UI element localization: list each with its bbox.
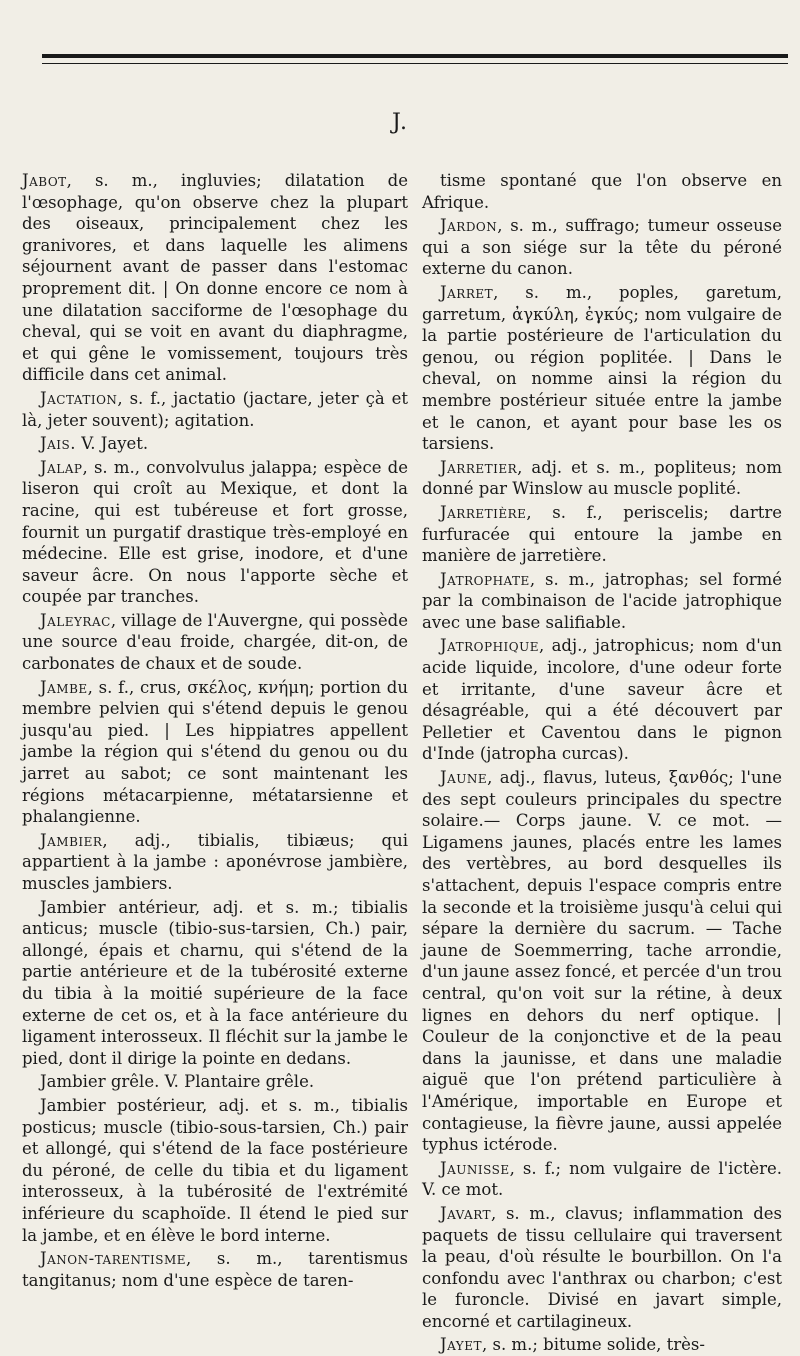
dictionary-entry: [22, 830, 408, 895]
entry-headword: Jarret: [440, 282, 494, 302]
dictionary-entry: [22, 610, 408, 675]
entry-headword: Jarretière: [440, 502, 527, 522]
entry-definition: , s. m., ingluvies; dilatation de l'œsophage, qu'on observe chez la plupart des oiseaux, principalement chez les granivores, et dans laquelle les alimens séjournent avant de passer dans l'estomac proprement dit. | On donne encore ce nom à une dilatation sacciforme de l'œsophage du cheval, qui se voit en avant du diaphragme, et qui gêne le vomissement, toujours très difficile dans cet animal.: [22, 171, 408, 385]
entry-definition: tisme spontané que l'on observe en Afrique.: [422, 171, 782, 212]
entry-headword: Jaleyrac: [40, 610, 111, 630]
entry-definition: , s. m., convolvulus jalappa; espèce de liseron qui croît au Mexique, et dont la racine, qui est tubéreuse et fort grosse, fournit un purgatif drastique très-employé en médecine. Elle est grise, inodore, et d'une saveur âcre. On nous l'apporte sèche et coupée par tranches.: [22, 457, 408, 607]
entry-definition: V. Jayet.: [76, 434, 149, 454]
entry-headword: Jardon: [440, 216, 498, 236]
dictionary-entry: [422, 1158, 782, 1201]
dictionary-entry: [22, 433, 408, 455]
dictionary-entry: [422, 569, 782, 634]
entry-headword: Jambe: [40, 677, 88, 697]
dictionary-entry: [22, 1071, 408, 1093]
dictionary-entry: [422, 1203, 782, 1333]
entry-definition: Jambier postérieur, adj. et s. m., tibialis posticus; muscle (tibio-sous-tarsien, Ch.) pair et allongé, qui s'étend de la face postérieure du péroné, de celle du tibia et du ligament interosseux, à la tubérosité de l'extrémité inférieure du scaphoïde. Il étend le pied sur la jambe, et en élève le bord interne.: [22, 1095, 408, 1245]
entry-headword: Jambier: [40, 830, 103, 850]
entry-headword: Jaunisse: [440, 1158, 510, 1178]
dictionary-entry: [22, 1095, 408, 1246]
entry-definition: , s. f., crus, σκέλος, κνήμη; portion du membre pelvien qui s'étend depuis le genou jusqu'au pied. | Les hippiatres appellent jambe la région qui s'étend du genou ou du jarret au sabot; ce sont maintenant les régions métacarpienne, métatarsienne et phalangienne.: [22, 677, 408, 827]
entry-definition: , s. m., poples, garetum, garretum, ἀγκύλη, ἐγκύς; nom vulgaire de la partie postérieure de l'articulation du genou, ou région poplitée. | Dans le cheval, on nomme ainsi la région du membre postérieur située entre la jambe et le canon, et ayant pour base les os tarsiens.: [422, 282, 782, 454]
dictionary-entry: [422, 1334, 782, 1356]
dictionary-entry: [422, 215, 782, 280]
entry-headword: Jais.: [40, 434, 76, 454]
entry-definition: Jambier grêle. V. Plantaire grêle.: [40, 1072, 315, 1092]
entry-definition: , s. f., periscelis; dartre furfuracée qui entoure la jambe en manière de jarretière.: [422, 502, 782, 566]
dictionary-entry: [22, 457, 408, 608]
dictionary-entry: [422, 282, 782, 455]
entry-definition: , adj. et s. m., popliteus; nom donné par Winslow au muscle poplité.: [422, 457, 782, 499]
entry-definition: , s. m., tarentismus tangitanus; nom d'une espèce de taren-: [22, 1249, 408, 1290]
dictionary-entry: [22, 1248, 408, 1291]
entry-headword: Janon-tarentisme: [40, 1249, 187, 1269]
entry-headword: Jatrophique: [440, 636, 539, 656]
dictionary-entry: [422, 767, 782, 1156]
entry-headword: Jaune: [440, 768, 488, 788]
entry-headword: Jarretier: [440, 457, 518, 477]
dictionary-entry: [22, 897, 408, 1070]
entry-definition: , s. f.; nom vulgaire de l'ictère. V. ce mot.: [422, 1158, 782, 1200]
dictionary-entry: [422, 635, 782, 765]
entry-headword: Jactation: [40, 388, 118, 408]
entry-headword: Jatrophate: [440, 569, 530, 589]
header-rule-thin: [42, 63, 788, 64]
left-column: [22, 170, 408, 1333]
header-rule-thick: [42, 54, 788, 58]
entry-definition: , village de l'Auvergne, qui possède une source d'eau froide, chargée, dit-on, de carbonates de chaux et de soude.: [22, 610, 408, 674]
entry-definition: , adj., tibialis, tibiæus; qui appartient à la jambe : aponévrose jambière, muscles jambiers.: [22, 830, 408, 893]
entry-definition: , s. m.; bitume solide, très-: [481, 1335, 705, 1355]
entry-definition: , adj., flavus, luteus, ξανθός; l'une des sept couleurs principales du spectre solaire.— Corps jaune. V. ce mot. — Ligamens jaunes, placés entre les lames des vertèbres, au bord desquelles ils s'attachent, depuis l'espace compris entre la seconde et la troisième jusqu'à celui qui sépare la dernière du sacrum. — Tache jaune de Soemmerring, tache arrondie, d'un jaune assez foncé, et percée d'un trou central, qu'on voit sur la rétine, à deux lignes en dehors du nerf optique. | Couleur de la conjonctive et de la peau dans la jaunisse, et dans une maladie aiguë que l'on prétend particulière à l'Amérique, importable en Europe et contagieuse, la fièvre jaune, aussi appelée typhus ictérode.: [422, 768, 782, 1155]
entry-headword: Jayet: [440, 1335, 482, 1355]
entry-definition: Jambier antérieur, adj. et s. m.; tibialis anticus; muscle (tibio-sus-tarsien, Ch.) pair, allongé, épais et charnu, qui s'étend de la partie antérieure et de la tubérosité externe du tibia à la moitié supérieure de la face externe de cet os, et à la face antérieure du ligament interosseux. Il fléchit sur la jambe le pied, dont il dirige la pointe en dedans.: [22, 897, 408, 1068]
entry-definition: , adj., jatrophicus; nom d'un acide liquide, incolore, d'une odeur forte et irritante, d'une saveur âcre et désagréable, qui a été découvert par Pelletier et Caventou dans le pignon d'Inde (jatropha curcas).: [422, 636, 782, 764]
entry-definition: , s. m., suffrago; tumeur osseuse qui a son siége sur la tête du péroné externe du canon.: [422, 216, 782, 279]
entry-headword: Jabot: [22, 171, 67, 190]
entry-definition: , s. m., clavus; inflammation des paquets de tissu cellulaire qui traversent la peau, d'où résulte le bourbillon. On l'a confondu avec l'anthrax ou charbon; c'est le furoncle. Divisé en javart simple, encorné et cartilagineux.: [422, 1203, 782, 1331]
entry-definition: , s. m., jatrophas; sel formé par la combinaison de l'acide jatrophique avec une base salifiable.: [422, 569, 782, 632]
entry-definition: , s. f., jactatio (jactare, jeter çà et là, jeter souvent); agitation.: [22, 388, 408, 430]
dictionary-entry: [422, 457, 782, 500]
dictionary-entry: [422, 502, 782, 567]
dictionary-entry: [422, 170, 782, 213]
dictionary-entry: [22, 388, 408, 431]
dictionary-entry: [22, 170, 408, 386]
entry-headword: Jalap: [40, 457, 83, 477]
entry-headword: Javart: [440, 1203, 492, 1223]
right-column: [422, 170, 782, 1355]
dictionary-entry: [22, 677, 408, 828]
section-letter: J.: [391, 110, 409, 135]
